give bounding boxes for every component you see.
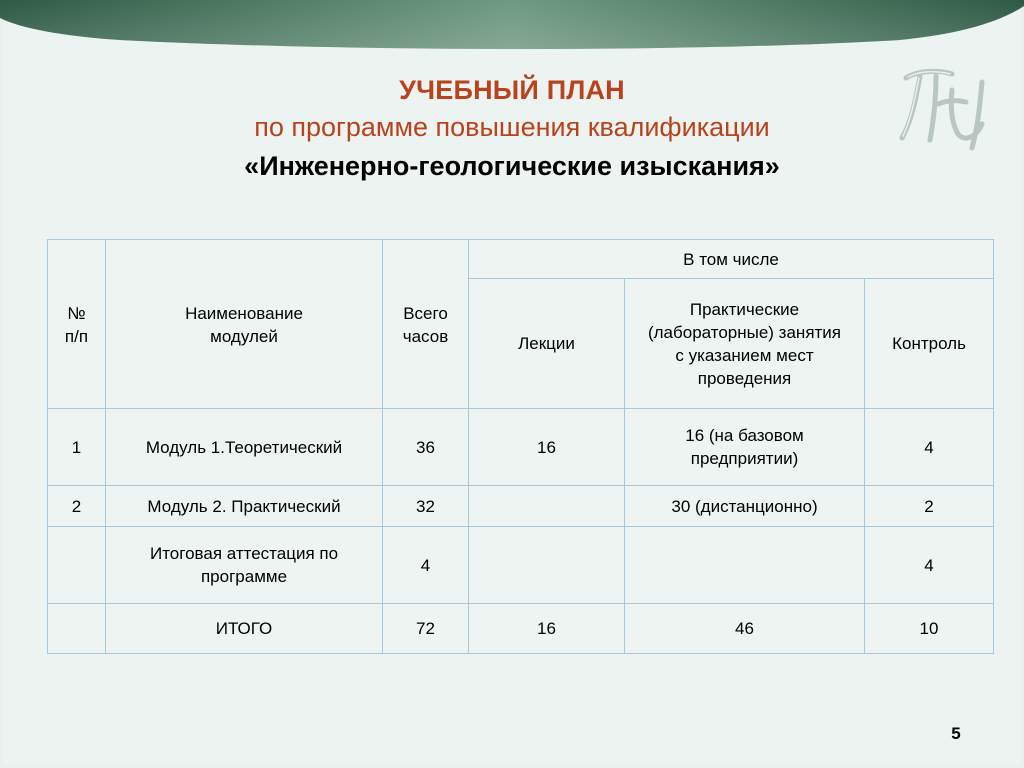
title-block <box>0 72 1024 186</box>
cell-module-name-text: Модуль 1.Теоретический <box>145 437 343 457</box>
table-total-row <box>48 604 994 654</box>
table-row <box>48 409 994 486</box>
header-module-name-line1: Наименование <box>185 304 303 323</box>
cell-practice <box>625 486 865 527</box>
cell-practice-line1: 30 (дистанционно) <box>671 496 818 516</box>
header-practice-line3: с указанием мест <box>675 345 814 365</box>
cell-module-name <box>106 486 383 527</box>
header-practice-line1: Практические <box>689 299 800 319</box>
cell-total-hours: 72 <box>383 604 469 654</box>
page-subtitle: по программе повышения квалификации <box>254 112 770 142</box>
header-number <box>48 240 106 409</box>
cell-practice: 46 <box>625 604 865 654</box>
cell-control: 10 <box>865 604 994 654</box>
cell-total-hours: 36 <box>383 409 469 486</box>
cell-lectures: 16 <box>469 409 625 486</box>
page-title: УЧЕБНЫЙ ПЛАН <box>399 75 625 105</box>
header-decorative-band <box>0 0 1024 60</box>
header-lectures: Лекции <box>469 279 625 409</box>
cell-control: 4 <box>865 409 994 486</box>
cell-module-name <box>106 527 383 604</box>
header-practice-line2: (лабораторные) занятия <box>647 322 842 342</box>
cell-module-name-text: Модуль 2. Практический <box>147 496 341 516</box>
table-header-row <box>48 240 994 279</box>
cell-control: 2 <box>865 486 994 527</box>
table-row <box>48 527 994 604</box>
cell-number: 2 <box>48 486 106 527</box>
page-number: 5 <box>951 724 961 743</box>
header-practice-line4: проведения <box>697 368 792 388</box>
table-row <box>48 486 994 527</box>
header-control: Контроль <box>865 279 994 409</box>
header-including: В том числе <box>469 240 994 279</box>
header-total-line2: часов <box>402 327 449 346</box>
program-name: «Инженерно-геологические изыскания» <box>244 151 780 181</box>
cell-number <box>48 604 106 654</box>
cell-module-name: ИТОГО <box>106 604 383 654</box>
header-total-line1: Всего <box>403 304 448 323</box>
cell-control: 4 <box>865 527 994 604</box>
header-number-line1: № <box>67 304 86 323</box>
cell-practice <box>625 409 865 486</box>
cell-lectures: 16 <box>469 604 625 654</box>
header-module-name-line2: модулей <box>210 327 278 346</box>
cell-lectures <box>469 486 625 527</box>
cell-module-name-line2: программе <box>200 567 288 586</box>
cell-module-name <box>106 409 383 486</box>
cell-practice <box>625 527 865 604</box>
header-number-line2: п/п <box>64 327 89 346</box>
curriculum-table <box>47 239 994 654</box>
cell-practice-line2: предприятии) <box>690 449 799 468</box>
cell-number: 1 <box>48 409 106 486</box>
header-module-name <box>106 240 383 409</box>
header-total-hours <box>383 240 469 409</box>
cell-total-hours: 4 <box>383 527 469 604</box>
cell-practice-line1: 16 (на базовом <box>685 426 804 445</box>
cell-number <box>48 527 106 604</box>
cell-lectures <box>469 527 625 604</box>
header-practice <box>625 279 865 409</box>
cell-module-name-line1: Итоговая аттестация по <box>149 544 339 563</box>
cell-total-hours: 32 <box>383 486 469 527</box>
